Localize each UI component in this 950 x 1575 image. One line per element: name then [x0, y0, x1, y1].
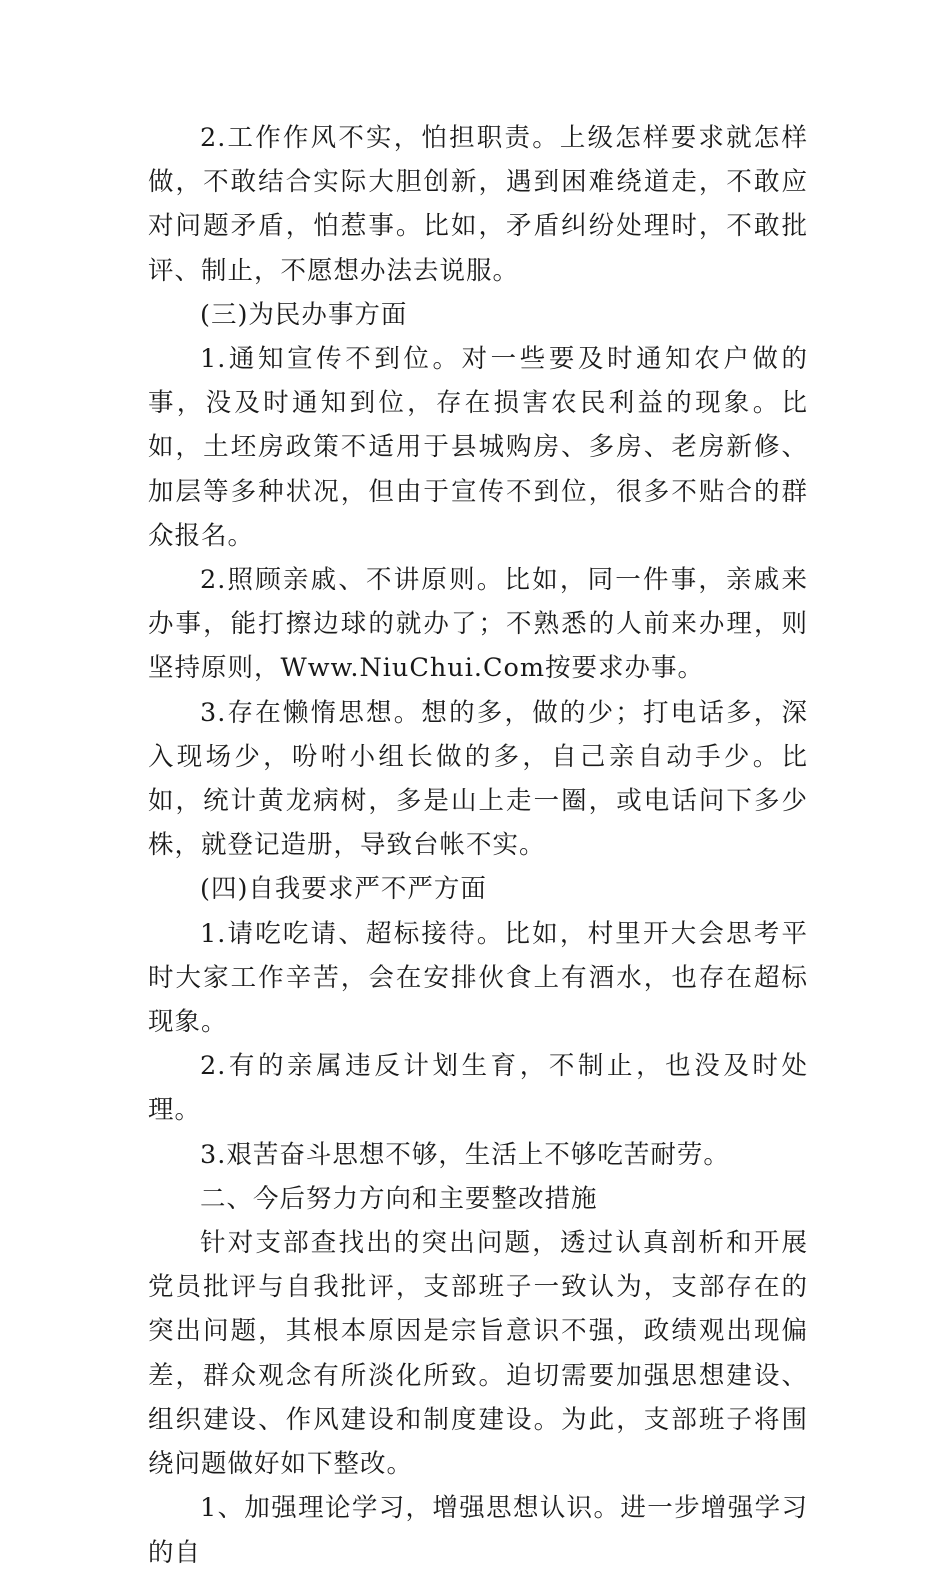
- paragraph-relatives: 2.照顾亲戚、不讲原则。比如，同一件事，亲戚来办事，能打擦边球的就办了；不熟悉的人前来办理，则坚持原则，Www.NiuChui.Com按要求办事。: [148, 565, 808, 684]
- paragraph-root-cause: 针对支部查找出的突出问题，透过认真剖析和开展党员批评与自我批评，支部班子一致认为，支部存在的突出问题，其根本原因是宗旨意识不强，政绩观出现偏差，群众观念有所淡化所致。迫切需要加强思想建设、组织建设、作风建设和制度建设。为此，支部班子将围绕问题做好如下整改。: [148, 1228, 808, 1480]
- paragraph-family-planning: 2.有的亲属违反计划生育，不制止，也没及时处理。: [148, 1051, 808, 1126]
- paragraph-hospitality: 1.请吃吃请、超标接待。比如，村里开大会思考平时大家工作辛苦，会在安排伙食上有酒水，也存在超标现象。: [148, 918, 808, 1038]
- paragraph-theory-study: 1、加强理论学习，增强思想认识。进一步增强学习的自: [148, 1493, 808, 1568]
- document-body: [148, 116, 808, 1575]
- paragraph-notification: 1.通知宣传不到位。对一些要及时通知农户做的事，没及时通知到位，存在损害农民利益的现象。比如，土坯房政策不适用于县城购房、多房、老房新修、加层等多种状况，但由于宣传不到位，很多不贴合的群众报名。: [148, 344, 808, 551]
- paragraph-work-style: 2.工作作风不实，怕担职责。上级怎样要求就怎样做，不敢结合实际大胆创新，遇到困难绕道走，不敢应对问题矛盾，怕惹事。比如，矛盾纠纷处理时，不敢批评、制止，不愿想办法去说服。: [148, 123, 808, 286]
- paragraph-laziness: 3.存在懒惰思想。想的多，做的少；打电话多，深入现场少，吩咐小组长做的多，自己亲自动手少。比如，统计黄龙病树，多是山上走一圈，或电话问下多少株，就登记造册，导致台帐不实。: [148, 697, 808, 861]
- paragraph-hard-work: 3.艰苦奋斗思想不够，生活上不够吃苦耐劳。: [200, 1139, 730, 1170]
- section-heading-rectification: 二、今后努力方向和主要整改措施: [200, 1183, 598, 1214]
- section-heading-serving-people: (三)为民办事方面: [200, 299, 408, 330]
- section-heading-self-discipline: (四)自我要求严不严方面: [200, 874, 487, 905]
